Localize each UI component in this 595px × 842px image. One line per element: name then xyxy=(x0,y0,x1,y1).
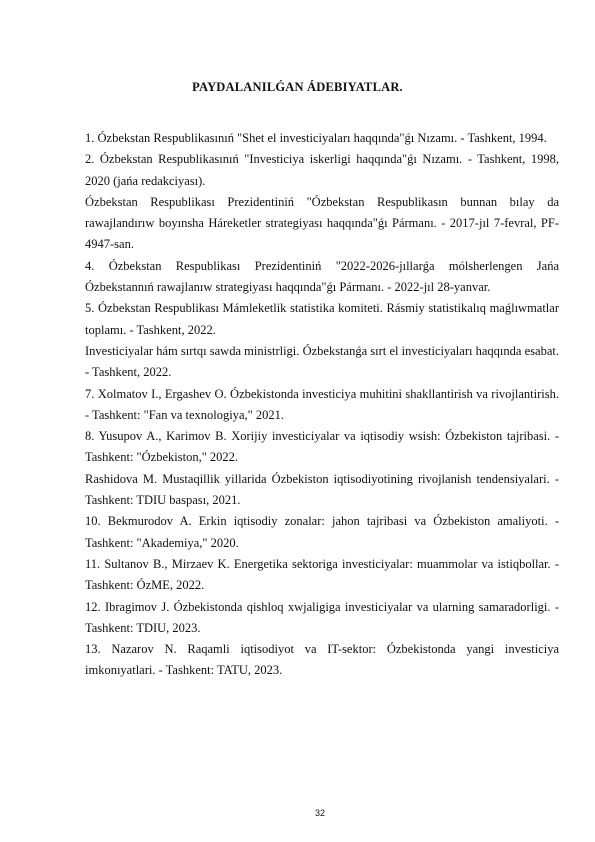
reference-item: 7. Xolmatov I., Ergashev O. Ózbekistonda investiciya muhitini shakllantirish va rivojlantirish. - Tashkent: "Fan va texnologiya," 2021. xyxy=(85,386,559,422)
reference-item: 1. Ózbekstan Respublikasınıń "Shet el investiciyaları haqqında"ǵı Nızamı. - Tashkent, 1994. xyxy=(85,131,547,145)
reference-item: 13. Nazarov N. Raqamli iqtisodiyot va IT-sektor: Ózbekistonda yangi investiciya imkonıyatlari. - Tashkent: TATU, 2023. xyxy=(85,642,559,678)
reference-item: Ózbekstan Respublikası Prezidentiniń "Ózbekstan Respublikasın bunnan bılay da rawajlandırıw boyınsha Háreketler strategiyası haqqında"ǵı Pármanı. - 2017-jıl 7-fevral, PF-4947-san. xyxy=(85,194,559,252)
reference-item: Investiciyalar hám sırtqı sawda ministrligi. Ózbekstanǵa sırt el investiciyaları haqqında esabat. - Tashkent, 2022. xyxy=(85,343,559,380)
page-number: 32 xyxy=(314,808,325,818)
reference-item: Rashidova M. Mustaqillik yillarida Ózbekiston iqtisodiyotining rivojlanish tendensiyalari. - Tashkent: TDIU baspası, 2021. xyxy=(85,471,559,508)
reference-item: 8. Yusupov A., Karimov B. Xorijiy investiciyalar va iqtisodiy wsish: Ózbekiston tajribasi. - Tashkent: "Ózbekiston," 2022. xyxy=(85,429,559,465)
reference-item: 11. Sultanov B., Mirzaev K. Energetika sektoriga investiciyalar: muammolar va istiqbollar. - Tashkent: ÓzME, 2022. xyxy=(85,556,559,593)
reference-item: 2. Ózbekstan Respublikasınıń "Investiciya iskerligi haqqında"ǵı Nızamı. - Tashkent, 1998, 2020 (jańa redakciyası). xyxy=(85,152,559,188)
page-title: PAYDALANILǴAN ÁDEBIYATLAR. xyxy=(192,80,403,94)
reference-item: 12. Ibragimov J. Ózbekistonda qishloq xwjaligiga investiciyalar va ularning samaradorligi. - Tashkent: TDIU, 2023. xyxy=(85,599,559,635)
reference-list xyxy=(85,128,559,682)
reference-item: 4. Ózbekstan Respublikası Prezidentiniń "2022-2026-jıllarǵa mólsherlengen Jańa Ózbekstannıń rawajlanıw strategiyası haqqında"ǵı Pármanı. - 2022-jıl 28-yanvar. xyxy=(85,258,559,295)
reference-item: 10. Bekmurodov A. Erkin iqtisodiy zonalar: jahon tajribasi va Ózbekiston amaliyoti. - Tashkent: "Akademiya," 2020. xyxy=(85,514,559,550)
reference-item: 5. Ózbekstan Respublikası Mámleketlik statistika komiteti. Rásmiy statistikalıq maǵlıwmatlar toplamı. - Tashkent, 2022. xyxy=(85,301,559,337)
